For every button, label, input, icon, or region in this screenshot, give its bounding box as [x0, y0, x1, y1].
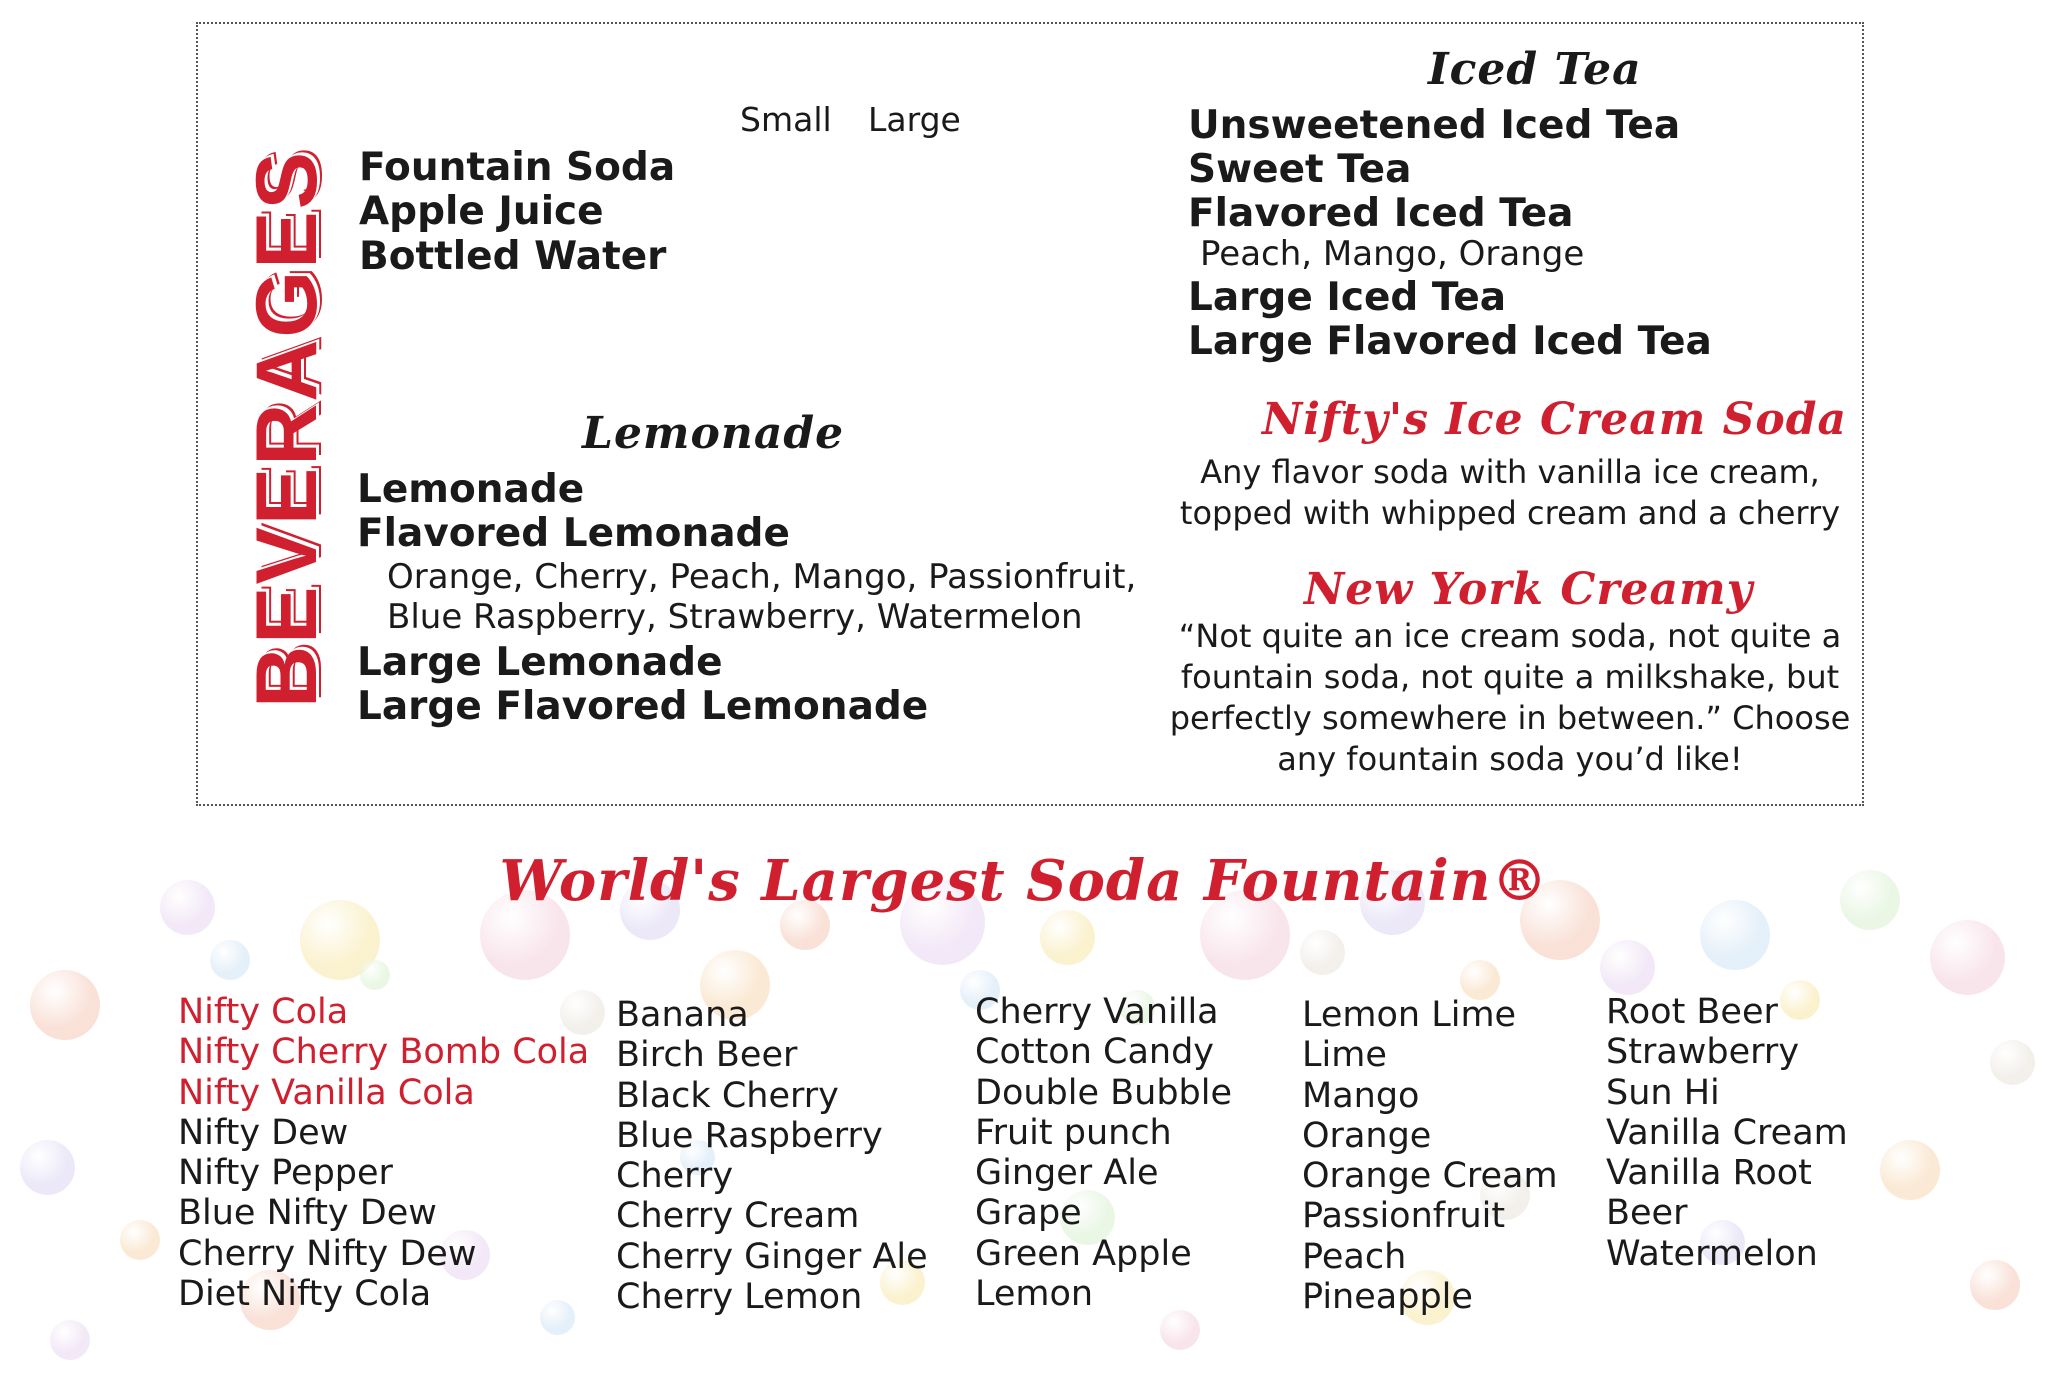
- decorative-bubble: [1970, 1260, 2020, 1310]
- soda-flavor-item: Orange: [1302, 1115, 1432, 1156]
- soda-flavor-item: Cherry Vanilla: [975, 992, 1219, 1032]
- ice-cream-soda-description: [1160, 452, 1860, 534]
- soda-flavor-item: Mango: [1302, 1075, 1420, 1116]
- menu-item-bottled-water: Bottled Water: [359, 234, 667, 279]
- decorative-bubble: [1160, 1310, 1200, 1350]
- decorative-bubble: [30, 970, 100, 1040]
- new-york-creamy-line-3: perfectly somewhere in between.” Choose: [1169, 699, 1851, 737]
- soda-flavor-item: Diet Nifty Cola: [178, 1274, 432, 1315]
- lemonade-flavors-line-2: Blue Raspberry, Strawberry, Watermelon: [387, 597, 1083, 637]
- soda-flavor-item: Blue Nifty Dew: [178, 1193, 437, 1234]
- menu-item-unsweetened-iced-tea: Unsweetened Iced Tea: [1188, 103, 1681, 148]
- flavor-column-3: [975, 992, 1232, 1314]
- menu-item-apple-juice: Apple Juice: [359, 189, 604, 234]
- size-header-small: Small: [740, 100, 832, 139]
- soda-flavor-item: Ginger Ale: [975, 1153, 1159, 1194]
- lemonade-heading: Lemonade: [582, 408, 845, 459]
- size-header-large: Large: [868, 100, 961, 139]
- soda-flavor-item: Root Beer: [1606, 992, 1778, 1032]
- soda-flavor-item: Cherry Lemon: [616, 1277, 863, 1318]
- ice-cream-soda-heading: Nifty's Ice Cream Soda: [1262, 394, 1847, 445]
- soda-flavor-item: Watermelon: [1606, 1233, 1818, 1274]
- new-york-creamy-description: [1150, 616, 1870, 780]
- soda-flavor-item: Double Bubble: [975, 1072, 1233, 1113]
- soda-flavor-item: Nifty Cherry Bomb Cola: [178, 1032, 590, 1073]
- menu-item-sweet-tea: Sweet Tea: [1188, 147, 1412, 192]
- soda-flavor-item: Nifty Dew: [178, 1112, 349, 1153]
- new-york-creamy-line-2: fountain soda, not quite a milkshake, but: [1180, 658, 1840, 696]
- decorative-bubble: [1040, 910, 1095, 965]
- decorative-bubble: [50, 1320, 90, 1360]
- decorative-bubble: [1880, 1140, 1940, 1200]
- flavor-column-2: [616, 995, 928, 1317]
- soda-flavor-item: Cherry Ginger Ale: [616, 1236, 928, 1277]
- lemonade-flavors-line-1: Orange, Cherry, Peach, Mango, Passionfruit,: [387, 557, 1137, 597]
- new-york-creamy-line-4: any fountain soda you’d like!: [1277, 740, 1743, 778]
- new-york-creamy-heading: New York Creamy: [1304, 564, 1754, 615]
- menu-item-flavored-lemonade: Flavored Lemonade: [357, 511, 790, 556]
- decorative-bubble: [210, 940, 250, 980]
- soda-flavor-item: Sun Hi: [1606, 1072, 1720, 1113]
- soda-flavor-item: Lemon: [975, 1274, 1094, 1315]
- soda-flavor-item: Passionfruit: [1302, 1196, 1506, 1237]
- soda-flavor-item: Nifty Pepper: [178, 1153, 393, 1194]
- soda-flavor-item: Grape: [975, 1193, 1082, 1234]
- menu-item-large-iced-tea: Large Iced Tea: [1188, 275, 1507, 320]
- soda-flavor-item: Nifty Vanilla Cola: [178, 1072, 475, 1113]
- new-york-creamy-line-1: “Not quite an ice cream soda, not quite a: [1178, 617, 1842, 655]
- soda-flavor-item: Vanilla Cream: [1606, 1112, 1848, 1153]
- flavor-column-1: [178, 992, 589, 1314]
- soda-flavor-item: Lime: [1302, 1035, 1387, 1076]
- soda-flavor-item: Cherry: [616, 1156, 734, 1197]
- soda-fountain-title: World's Largest Soda Fountain®: [499, 848, 1549, 914]
- flavor-column-4: [1302, 995, 1558, 1317]
- ice-cream-soda-line-2: topped with whipped cream and a cherry: [1179, 494, 1841, 532]
- menu-item-large-lemonade: Large Lemonade: [357, 640, 723, 685]
- decorative-bubble: [1990, 1040, 2035, 1085]
- soda-flavor-item: Cherry Nifty Dew: [178, 1233, 477, 1274]
- iced-tea-flavors: Peach, Mango, Orange: [1200, 234, 1585, 274]
- soda-flavor-item: Black Cherry: [616, 1075, 839, 1116]
- soda-flavor-item: Green Apple: [975, 1233, 1192, 1274]
- soda-flavor-item: Pineapple: [1302, 1277, 1473, 1318]
- soda-flavor-item: Strawberry: [1606, 1032, 1800, 1073]
- soda-flavor-item: Cotton Candy: [975, 1032, 1215, 1073]
- menu-item-flavored-iced-tea: Flavored Iced Tea: [1188, 191, 1574, 236]
- ice-cream-soda-line-1: Any flavor soda with vanilla ice cream,: [1200, 453, 1820, 491]
- soda-flavor-item: Orange Cream: [1302, 1156, 1558, 1197]
- soda-flavor-item: Beer: [1606, 1193, 1688, 1234]
- decorative-bubble: [120, 1220, 160, 1260]
- decorative-bubble: [20, 1140, 75, 1195]
- decorative-bubble: [360, 960, 390, 990]
- menu-item-large-flavored-iced-tea: Large Flavored Iced Tea: [1188, 319, 1712, 364]
- menu-item-fountain-soda: Fountain Soda: [359, 145, 676, 190]
- soda-flavor-item: Blue Raspberry: [616, 1115, 883, 1156]
- iced-tea-heading: Iced Tea: [1428, 44, 1642, 95]
- menu-item-lemonade: Lemonade: [357, 467, 585, 512]
- soda-flavor-item: Nifty Cola: [178, 992, 349, 1032]
- soda-flavor-item: Banana: [616, 995, 749, 1035]
- decorative-bubble: [1600, 940, 1655, 995]
- decorative-bubble: [1300, 930, 1345, 975]
- decorative-bubble: [1930, 920, 2005, 995]
- soda-flavor-item: Birch Beer: [616, 1035, 798, 1076]
- beverages-title-text: BEVERAGES: [239, 149, 335, 708]
- soda-flavor-item: Cherry Cream: [616, 1196, 860, 1237]
- soda-flavor-item: Vanilla Root: [1606, 1153, 1812, 1194]
- soda-flavor-item: Lemon Lime: [1302, 995, 1517, 1035]
- decorative-bubble: [1460, 960, 1500, 1000]
- menu-item-large-flavored-lemonade: Large Flavored Lemonade: [357, 684, 929, 729]
- flavor-column-5: [1606, 992, 1848, 1274]
- soda-flavor-item: Fruit punch: [975, 1112, 1172, 1153]
- soda-flavor-item: Peach: [1302, 1236, 1407, 1277]
